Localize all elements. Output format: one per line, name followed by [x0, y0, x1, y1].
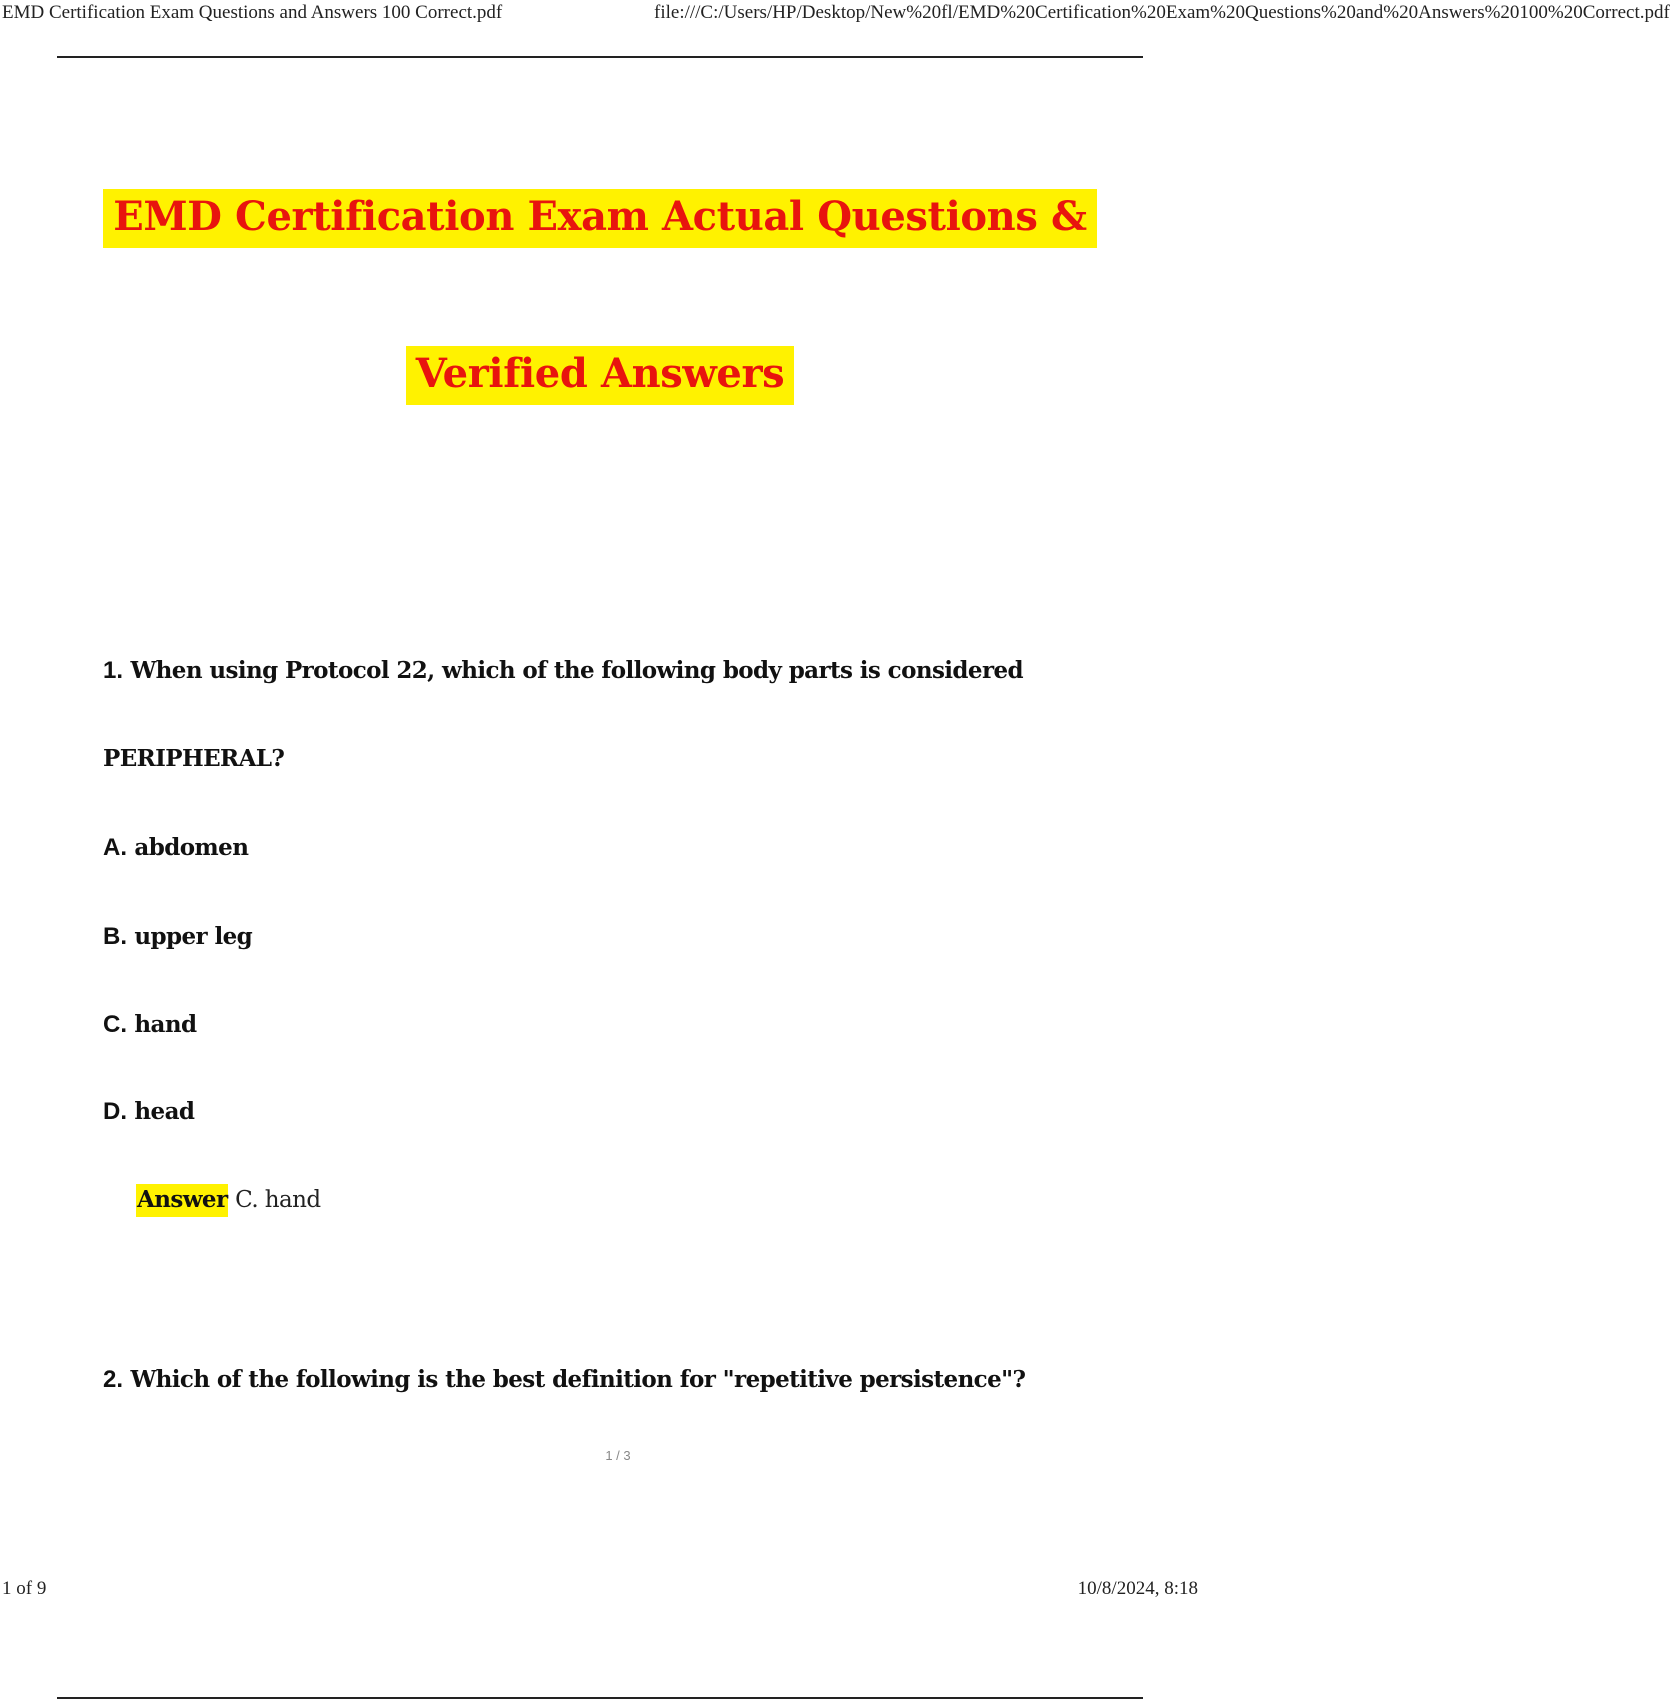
option-d-text: head — [134, 1098, 195, 1125]
option-d — [103, 1098, 194, 1126]
option-a-letter: A. — [103, 834, 127, 861]
question-1-text-line-1: When using Protocol 22, which of the following body parts is considered — [130, 657, 1023, 684]
document-title-line-2 — [0, 350, 1200, 397]
question-2-number: 2. — [103, 1366, 124, 1393]
document-url: file:///C:/Users/HP/Desktop/New%20fl/EMD%20Certification%20Exam%20Questions%20and%20Answers%20100%20Correct.pdf — [654, 2, 1670, 23]
option-b-text: upper leg — [134, 923, 253, 950]
footer-divider — [57, 1697, 1143, 1699]
print-page-number: 1 of 9 — [2, 1578, 47, 1599]
question-2-text-line-1: Which of the following is the best definition for "repetitive persistence"? — [130, 1366, 1026, 1393]
option-d-letter: D. — [103, 1098, 127, 1125]
question-1-text-line-2: PERIPHERAL? — [103, 745, 285, 772]
option-c-letter: C. — [103, 1011, 127, 1038]
question-1-text — [103, 657, 1023, 685]
print-header — [0, 0, 1670, 28]
answer-label: Answer — [136, 1184, 228, 1217]
option-a-text: abdomen — [134, 834, 249, 861]
option-c-text: hand — [134, 1011, 197, 1038]
header-divider — [57, 56, 1143, 58]
title-highlight-2: Verified Answers — [406, 346, 795, 405]
question-1-text-continued — [103, 745, 284, 772]
document-name: EMD Certification Exam Questions and Answers 100 Correct.pdf — [2, 2, 503, 23]
question-1-answer — [136, 1186, 320, 1213]
option-c — [103, 1011, 196, 1039]
print-datetime: 10/8/2024, 8:18 — [1077, 1578, 1198, 1599]
option-b — [103, 923, 252, 951]
title-highlight-1: EMD Certification Exam Actual Questions & — [103, 189, 1096, 248]
option-a — [103, 834, 248, 862]
question-2-text — [103, 1366, 1025, 1394]
page-counter: 1 / 3 — [605, 1448, 631, 1463]
option-b-letter: B. — [103, 923, 127, 950]
question-1-number: 1. — [103, 657, 124, 684]
answer-text: C. hand — [228, 1187, 321, 1213]
document-title-line-1 — [0, 193, 1200, 240]
